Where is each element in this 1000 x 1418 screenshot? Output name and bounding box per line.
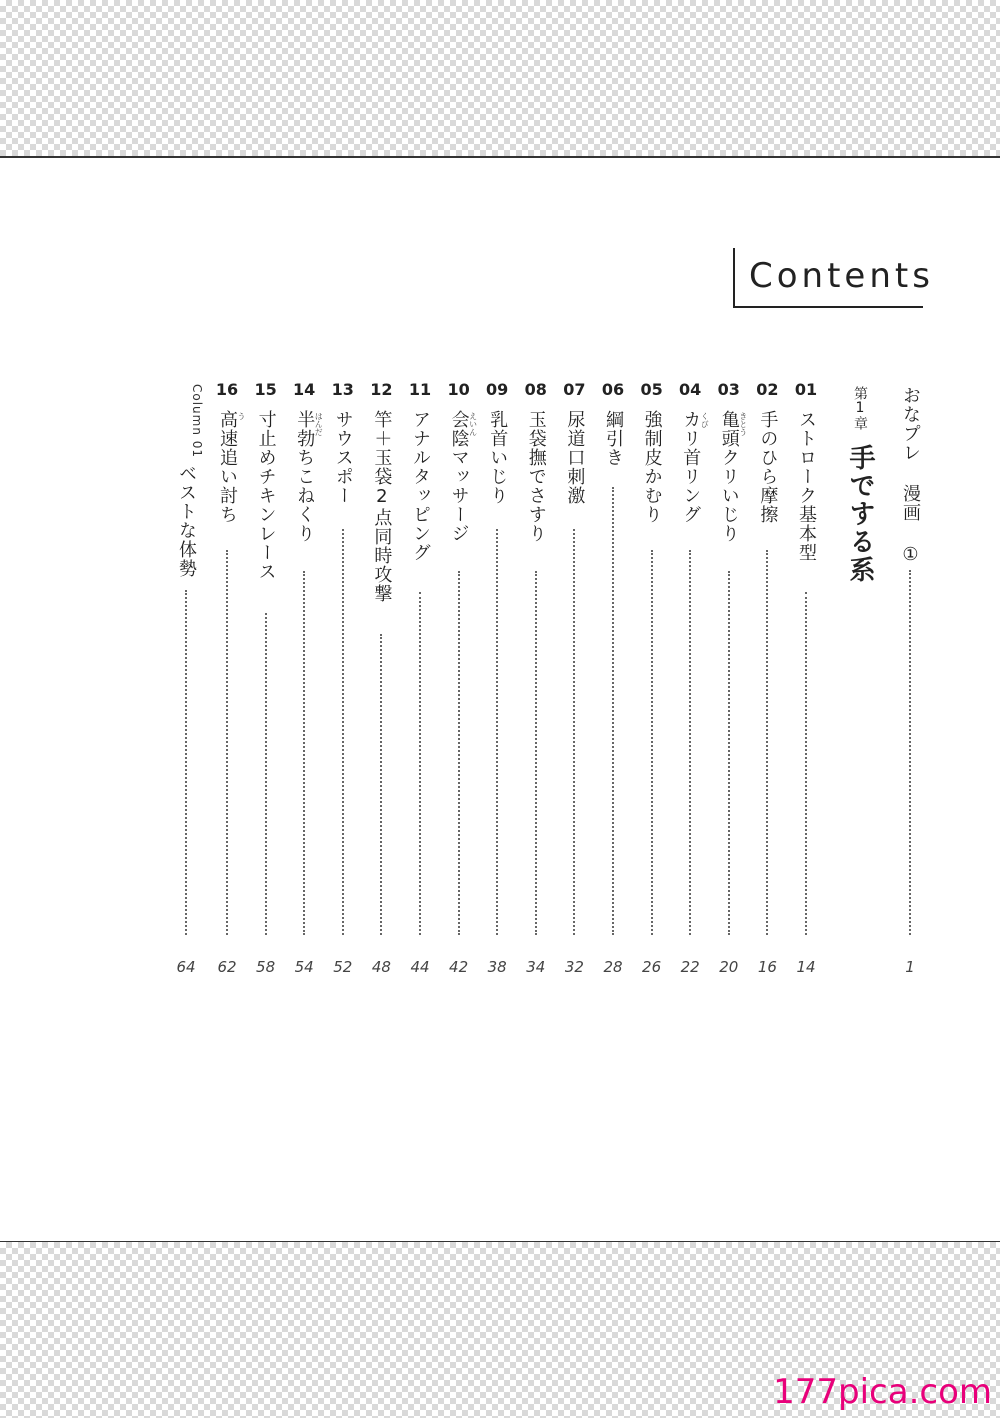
toc-entry-number: 05 — [640, 380, 663, 399]
toc-entry[interactable] — [634, 380, 670, 980]
toc-entry[interactable] — [441, 380, 477, 980]
toc-entry-page: 38 — [487, 958, 507, 976]
toc-entry-number: 16 — [215, 380, 239, 399]
dot-leader — [185, 590, 187, 935]
toc-entry-number: 08 — [524, 380, 547, 399]
toc-entry[interactable] — [363, 380, 399, 980]
toc-entry-page: 20 — [719, 958, 739, 976]
toc-entry[interactable] — [556, 380, 592, 980]
toc-entry-page: 44 — [410, 958, 430, 976]
toc-entry-number: 02 — [756, 380, 779, 399]
dot-leader — [728, 571, 730, 935]
toc-entry-title: 会陰マッサージ — [448, 410, 470, 543]
dot-leader — [303, 571, 305, 935]
toc-entry[interactable] — [286, 380, 322, 980]
toc-entry-ruby: えいん — [468, 412, 478, 436]
toc-entry-page: 58 — [256, 958, 276, 976]
toc-entry[interactable] — [788, 380, 824, 980]
dot-leader — [689, 550, 691, 935]
toc-entry[interactable] — [711, 380, 747, 980]
toc-entry-page: 48 — [371, 958, 391, 976]
toc-entry-page: 22 — [680, 958, 700, 976]
toc-entry-number: 09 — [486, 380, 509, 399]
toc-entry-page: 26 — [642, 958, 662, 976]
toc-entry-page: 28 — [603, 958, 623, 976]
toc-entry-page: 42 — [449, 958, 469, 976]
top-divider — [0, 156, 1000, 158]
toc-entry-title: 乳首いじり — [487, 410, 509, 505]
dot-leader — [342, 529, 344, 935]
toc-entry-ruby: はんだ — [314, 412, 324, 436]
toc-entry-title: サウスポー — [332, 410, 354, 505]
toc-entry-title: 高速追い討ち — [217, 410, 238, 524]
toc-entry-page: 32 — [564, 958, 584, 976]
dot-leader — [226, 550, 228, 935]
toc-entry-title: 手のひら摩擦 — [757, 410, 779, 524]
toc-entry[interactable] — [518, 380, 554, 980]
toc-entry-ruby: う — [237, 412, 246, 420]
toc-entry-title: 強制皮かむり — [641, 410, 663, 524]
toc-entry[interactable] — [248, 380, 284, 980]
toc-entry-title: アナルタッピング — [410, 410, 431, 562]
chapter-prefix: 第1章 — [852, 386, 868, 430]
toc-entry-title: ベストな体勢 — [176, 464, 197, 578]
toc-entry-number: 10 — [447, 380, 470, 399]
toc-entry-title: 亀頭クリいじり — [718, 410, 740, 543]
toc-entry-page: 14 — [796, 958, 816, 976]
contents-heading-box — [733, 248, 934, 308]
toc-entry[interactable] — [672, 380, 708, 980]
toc-entry-ruby: きとう — [738, 412, 748, 436]
toc-entry-number: 12 — [370, 380, 393, 399]
toc-entry-title: ストローク基本型 — [796, 410, 817, 562]
toc-entry-title: 綱引き — [603, 410, 624, 467]
chapter-title: 手でする系 — [845, 444, 875, 584]
toc-entry-page: 1 — [905, 958, 915, 976]
dot-leader — [909, 570, 911, 935]
toc-entry-number: 07 — [563, 380, 586, 399]
toc-entry-number: 14 — [293, 380, 316, 399]
toc-entry-number: 04 — [679, 380, 702, 399]
chapter-heading — [838, 380, 882, 600]
toc-entry-page: 62 — [217, 958, 237, 976]
toc-entry-page: 34 — [526, 958, 546, 976]
toc-entry-title: 玉袋撫でさすり — [525, 410, 547, 543]
dot-leader — [380, 634, 382, 935]
toc-entry-intro[interactable] — [892, 380, 928, 980]
toc-entry-column[interactable] — [168, 380, 204, 980]
watermark: 177pica.com — [773, 1372, 992, 1412]
dot-leader — [496, 529, 498, 935]
dot-leader — [535, 571, 537, 935]
toc-entry-title: 半勃ちこねくり — [294, 410, 316, 543]
top-pattern-band — [0, 0, 1000, 157]
toc-entry-number: 11 — [408, 380, 432, 399]
toc-entry-page: 52 — [333, 958, 353, 976]
toc-entry[interactable] — [402, 380, 438, 980]
toc-entry[interactable] — [209, 380, 245, 980]
dot-leader — [805, 592, 807, 935]
dot-leader — [419, 592, 421, 935]
column-label: Column 01 — [190, 384, 204, 459]
toc-entry-title: 尿道口刺激 — [564, 410, 586, 505]
toc-entry[interactable] — [749, 380, 785, 980]
toc-entry-number: 06 — [601, 380, 625, 399]
toc-entry-number: 03 — [717, 380, 740, 399]
toc-entry[interactable] — [595, 380, 631, 980]
toc-entry-page: 64 — [176, 958, 196, 976]
dot-leader — [651, 550, 653, 935]
toc-entry-title: カリ首リング — [680, 410, 702, 524]
toc-entry-number: 13 — [331, 380, 354, 399]
toc-entry-title: 竿＋玉袋2点同時攻撃 — [371, 410, 393, 603]
toc-entry[interactable] — [325, 380, 361, 980]
toc-entry[interactable] — [479, 380, 515, 980]
toc-entry-page: 16 — [757, 958, 777, 976]
dot-leader — [612, 487, 614, 935]
dot-leader — [573, 529, 575, 935]
dot-leader — [766, 550, 768, 935]
dot-leader — [265, 613, 267, 935]
toc-entry-page: 54 — [294, 958, 314, 976]
toc-entry-number: 01 — [794, 380, 818, 399]
dot-leader — [458, 571, 460, 935]
toc-entry-ruby: くび — [700, 412, 710, 428]
toc-entry-title: 寸止めチキンレース — [255, 410, 277, 581]
contents-title: Contents — [749, 256, 934, 296]
toc-entry-title: おなプレ 漫画 ① — [900, 386, 921, 566]
toc-entry-number: 15 — [254, 380, 277, 399]
